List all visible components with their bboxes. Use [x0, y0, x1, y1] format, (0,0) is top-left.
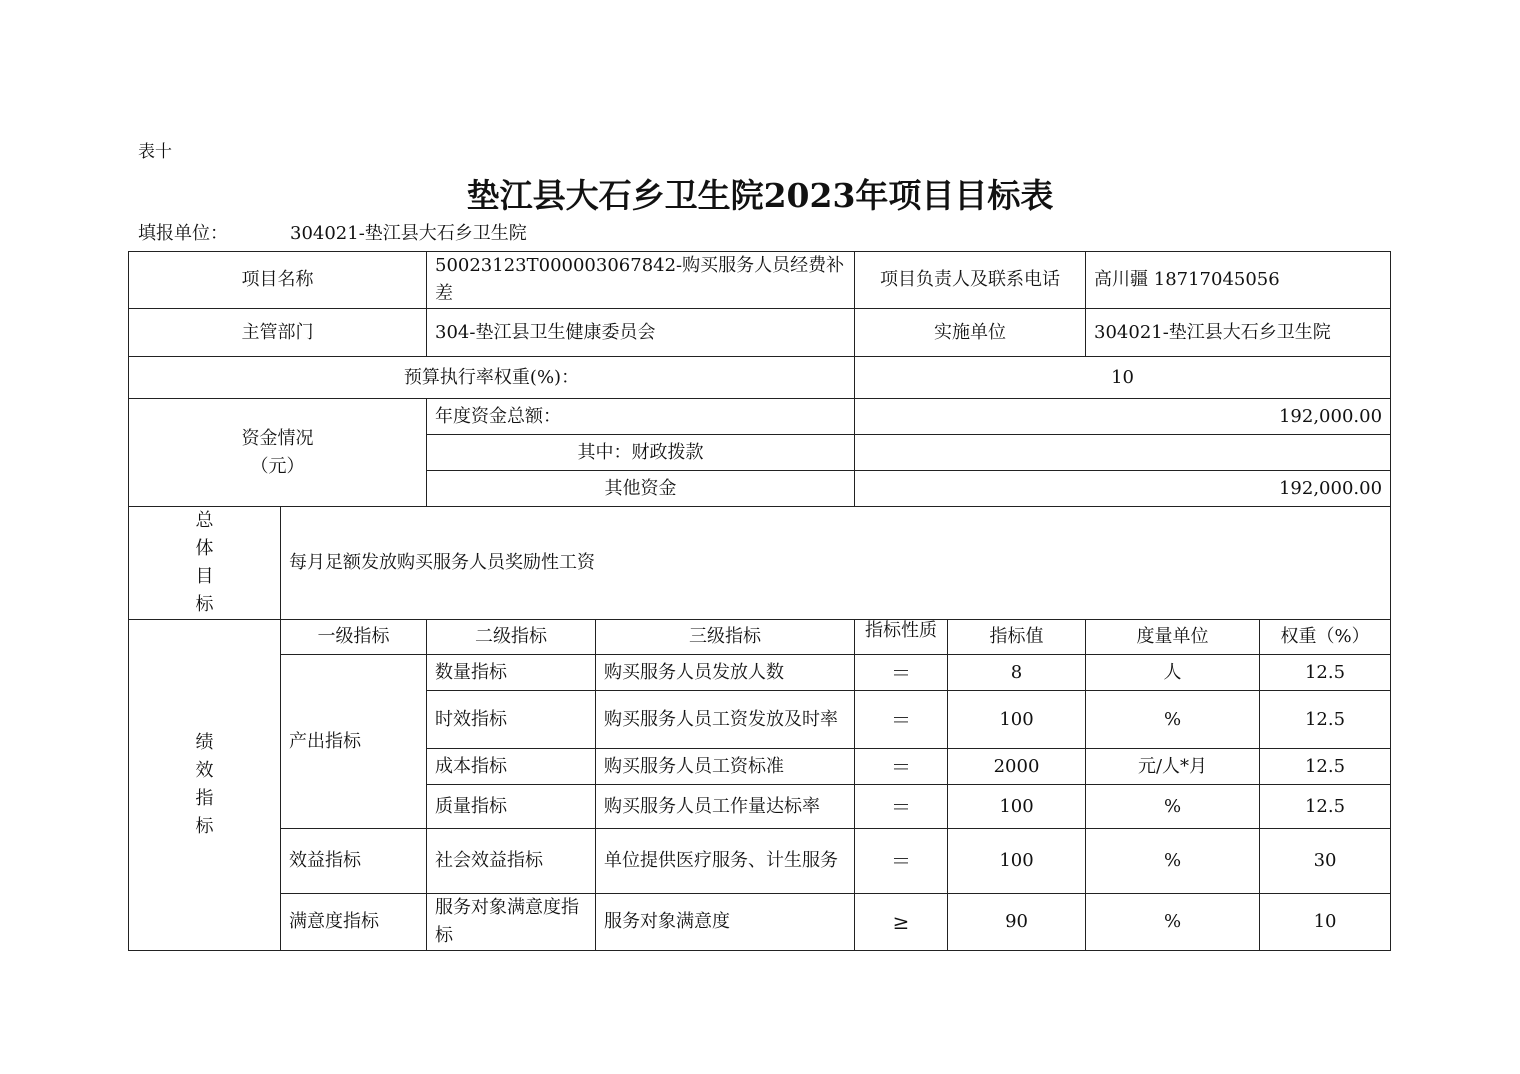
header-nature — [855, 620, 948, 655]
header-level2: 二级指标 — [427, 620, 596, 655]
level3-cell: 购买服务人员工资发放及时率 — [596, 691, 855, 749]
indicator-row — [129, 829, 1391, 894]
level3-cell: 单位提供医疗服务、计生服务 — [596, 829, 855, 894]
level2-cell: 质量指标 — [427, 785, 596, 829]
project-name-row — [129, 252, 1391, 309]
implementing-unit-value: 304021-垫江县大石乡卫生院 — [1086, 309, 1391, 357]
overall-goal-char: 标 — [195, 594, 214, 615]
project-manager-label: 项目负责人及联系电话 — [855, 252, 1086, 309]
performance-label-char: 绩 — [195, 732, 214, 753]
nature-cell: ＝ — [855, 749, 948, 785]
performance-header-row — [129, 620, 1391, 655]
reporting-unit-value: 304021-垫江县大石乡卫生院 — [290, 223, 527, 244]
department-row — [129, 309, 1391, 357]
weight-cell: 30 — [1260, 829, 1391, 894]
value-cell: 100 — [948, 785, 1086, 829]
unit-cell: % — [1086, 785, 1260, 829]
value-cell: 100 — [948, 691, 1086, 749]
department-value: 304-垫江县卫生健康委员会 — [427, 309, 855, 357]
reporting-unit-label: 填报单位： — [138, 223, 228, 244]
overall-goal-char: 目 — [195, 566, 214, 587]
value-cell: 90 — [948, 894, 1086, 951]
level3-cell: 服务对象满意度 — [596, 894, 855, 951]
funds-fiscal-value — [855, 435, 1391, 471]
budget-weight-row — [129, 357, 1391, 399]
funds-other-label: 其他资金 — [427, 471, 855, 507]
funds-total-label: 年度资金总额： — [427, 399, 855, 435]
nature-cell: ＝ — [855, 829, 948, 894]
value-cell: 2000 — [948, 749, 1086, 785]
reporting-unit-row — [138, 219, 527, 245]
overall-goal-text: 每月足额发放购买服务人员奖励性工资 — [281, 507, 1391, 620]
level2-cell: 服务对象满意度指标 — [427, 894, 596, 951]
project-name-value: 50023123T000003067842-购买服务人员经费补差 — [427, 252, 855, 309]
header-value: 指标值 — [948, 620, 1086, 655]
weight-cell: 12.5 — [1260, 785, 1391, 829]
unit-cell: % — [1086, 829, 1260, 894]
header-level3: 三级指标 — [596, 620, 855, 655]
nature-cell: ＝ — [855, 785, 948, 829]
level1-benefit: 效益指标 — [281, 829, 427, 894]
overall-goal-char: 总 — [195, 510, 214, 531]
level2-cell: 成本指标 — [427, 749, 596, 785]
unit-cell: % — [1086, 691, 1260, 749]
level3-cell: 购买服务人员工作量达标率 — [596, 785, 855, 829]
overall-goal-label — [129, 507, 281, 620]
weight-cell: 10 — [1260, 894, 1391, 951]
performance-label-char: 标 — [195, 816, 214, 837]
unit-cell: 人 — [1086, 655, 1260, 691]
indicator-row — [129, 655, 1391, 691]
level3-cell: 购买服务人员工资标准 — [596, 749, 855, 785]
overall-goal-row — [129, 507, 1391, 620]
level2-cell: 数量指标 — [427, 655, 596, 691]
nature-cell: ＝ — [855, 691, 948, 749]
weight-cell: 12.5 — [1260, 655, 1391, 691]
header-unit: 度量单位 — [1086, 620, 1260, 655]
weight-cell: 12.5 — [1260, 691, 1391, 749]
performance-label — [129, 620, 281, 951]
value-cell: 8 — [948, 655, 1086, 691]
funds-label — [129, 399, 427, 507]
project-name-label: 项目名称 — [129, 252, 427, 309]
indicator-row — [129, 894, 1391, 951]
department-label: 主管部门 — [129, 309, 427, 357]
unit-cell: 元/人*月 — [1086, 749, 1260, 785]
weight-cell: 12.5 — [1260, 749, 1391, 785]
budget-weight-label: 预算执行率权重(%)： — [129, 357, 855, 399]
performance-label-char: 指 — [195, 788, 214, 809]
funds-total-value: 192,000.00 — [855, 399, 1391, 435]
funds-total-row — [129, 399, 1391, 435]
budget-weight-value: 10 — [855, 357, 1391, 399]
header-weight: 权重（%） — [1260, 620, 1391, 655]
project-target-table — [128, 251, 1391, 951]
implementing-unit-label: 实施单位 — [855, 309, 1086, 357]
overall-goal-char: 体 — [195, 538, 214, 559]
level2-cell: 时效指标 — [427, 691, 596, 749]
level3-cell: 购买服务人员发放人数 — [596, 655, 855, 691]
funds-label-line2: （元） — [250, 455, 305, 477]
page-label: 表十 — [138, 142, 172, 162]
value-cell: 100 — [948, 829, 1086, 894]
page-title: 垫江县大石乡卫生院2023年项目目标表 — [466, 176, 1054, 215]
funds-fiscal-label: 其中：财政拨款 — [427, 435, 855, 471]
project-manager-value: 高川疆 18717045056 — [1086, 252, 1391, 309]
unit-cell: % — [1086, 894, 1260, 951]
nature-cell: ＝ — [855, 655, 948, 691]
funds-other-value: 192,000.00 — [855, 471, 1391, 507]
level1-satisfaction: 满意度指标 — [281, 894, 427, 951]
header-nature-text: 指标性质 — [865, 620, 938, 641]
header-level1: 一级指标 — [281, 620, 427, 655]
level1-output: 产出指标 — [281, 655, 427, 829]
funds-label-line1: 资金情况 — [241, 427, 314, 449]
level2-cell: 社会效益指标 — [427, 829, 596, 894]
nature-cell: ≥ — [855, 894, 948, 951]
performance-label-char: 效 — [195, 760, 214, 781]
